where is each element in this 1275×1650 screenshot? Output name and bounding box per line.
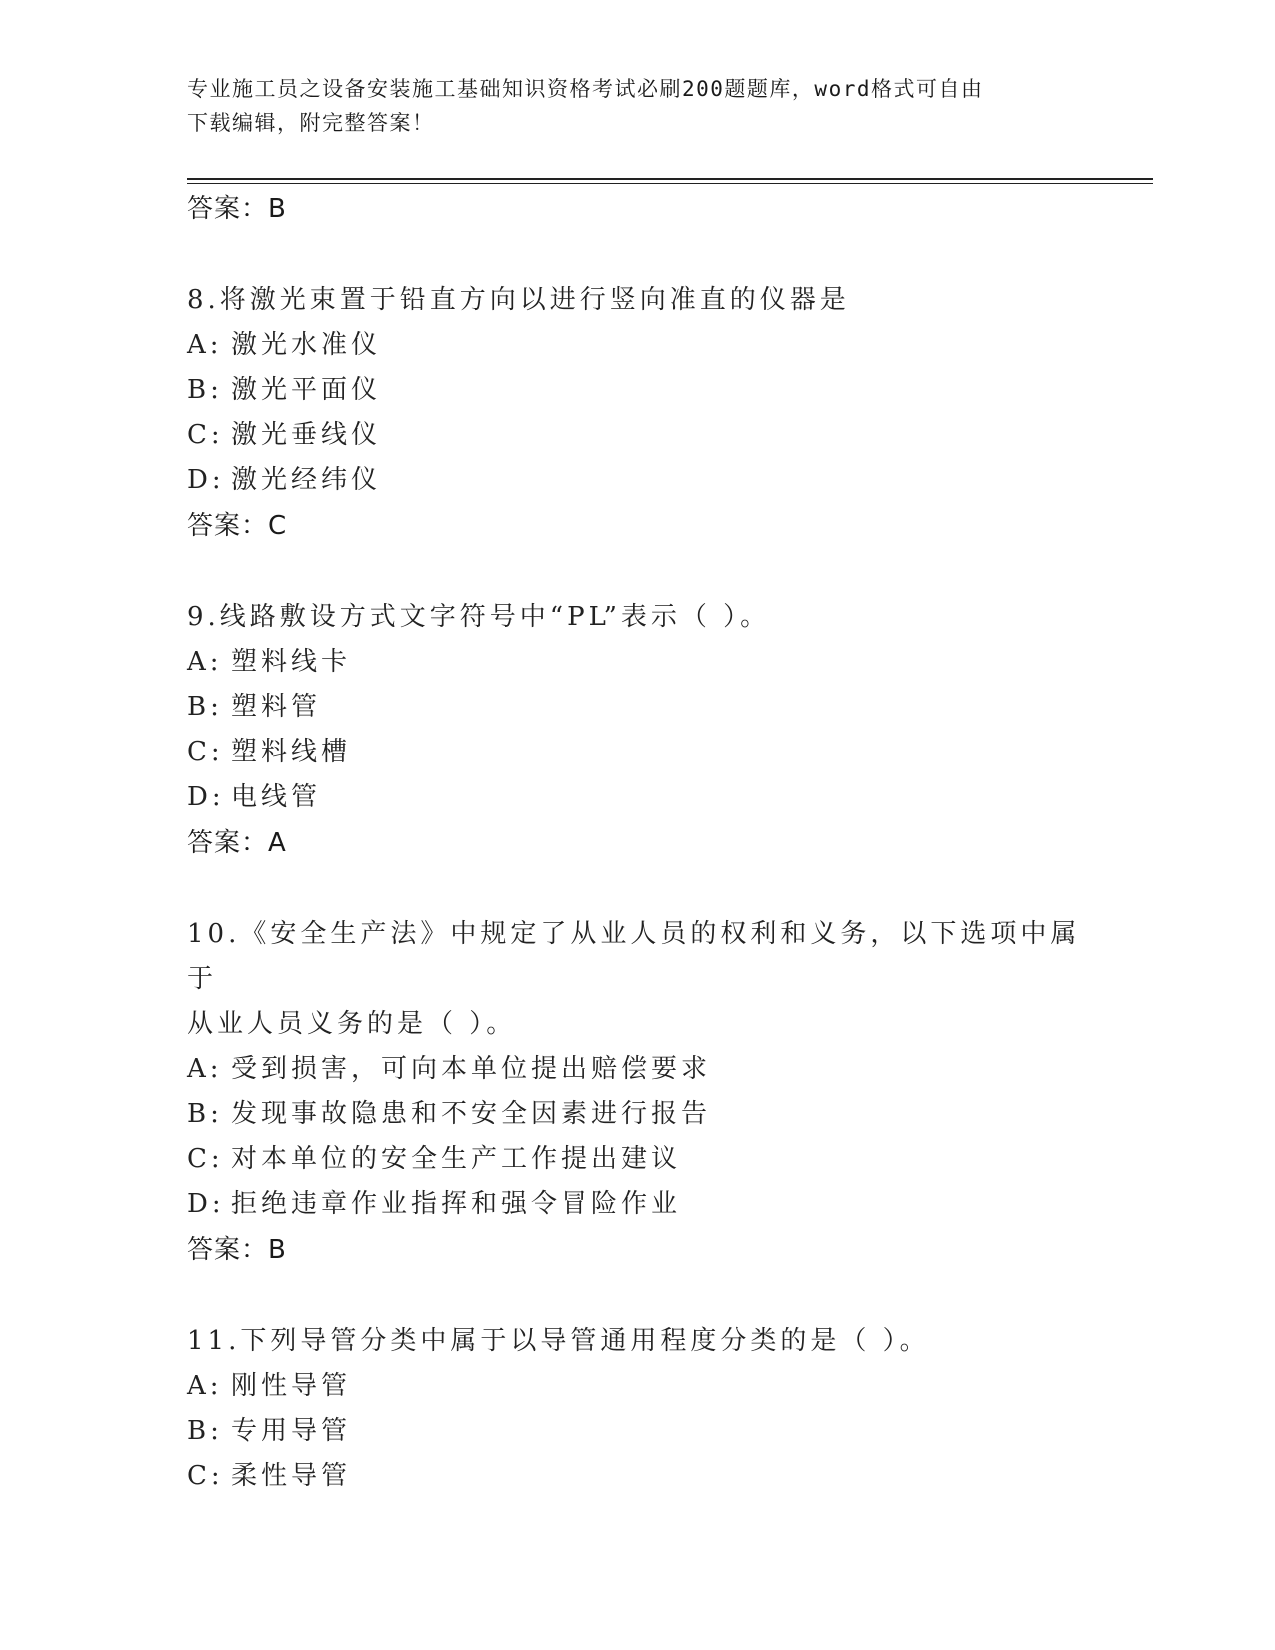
option-b (187, 368, 1107, 413)
answer: 答案：C (187, 511, 288, 541)
option-c (187, 1454, 1107, 1499)
option-letter: A: (187, 1371, 223, 1401)
option-letter: A: (187, 647, 223, 677)
option-text: 塑料管 (231, 692, 322, 722)
option-text: 刚性导管 (231, 1371, 352, 1401)
question-10 (187, 912, 1107, 1273)
option-letter: B: (187, 1416, 223, 1446)
spacer (187, 1273, 1107, 1319)
option-letter: C: (187, 1144, 224, 1174)
question-stem: 11.下列导管分类中属于以导管通用程度分类的是（ ）。 (187, 1326, 930, 1356)
option-letter: C: (187, 420, 224, 450)
header-rule-thin (187, 183, 1153, 184)
document-header (187, 72, 1067, 140)
option-letter: D: (187, 782, 225, 812)
option-a (187, 1364, 1107, 1409)
previous-answer: 答案：B (187, 194, 287, 224)
option-text: 激光平面仪 (231, 375, 382, 405)
header-rule-thick (187, 178, 1153, 180)
option-text: 塑料线槽 (231, 737, 352, 767)
header-line-1: 专业施工员之设备安装施工基础知识资格考试必刷200题题库，word格式可自由 (187, 77, 984, 101)
option-letter: B: (187, 1099, 223, 1129)
option-text: 塑料线卡 (231, 647, 352, 677)
option-letter: D: (187, 465, 225, 495)
option-text: 电线管 (231, 782, 322, 812)
header-line-2: 下载编辑，附完整答案！ (187, 111, 435, 135)
spacer (187, 549, 1107, 595)
answer: 答案：B (187, 1235, 287, 1265)
question-11 (187, 1319, 1107, 1499)
option-letter: B: (187, 692, 223, 722)
option-c (187, 730, 1107, 775)
question-9 (187, 595, 1107, 866)
option-letter: D: (187, 1189, 225, 1219)
option-a (187, 640, 1107, 685)
option-text: 受到损害，可向本单位提出赔偿要求 (231, 1054, 712, 1084)
answer: 答案：A (187, 828, 287, 858)
option-text: 拒绝违章作业指挥和强令冒险作业 (231, 1189, 682, 1219)
question-stem: 8.将激光束置于铅直方向以进行竖向准直的仪器是 (187, 285, 850, 315)
option-d (187, 1182, 1107, 1227)
option-letter: A: (187, 1054, 223, 1084)
option-b (187, 1092, 1107, 1137)
option-text: 激光垂线仪 (231, 420, 382, 450)
option-letter: C: (187, 1461, 224, 1491)
question-list (187, 186, 1107, 1499)
option-text: 激光经纬仪 (231, 465, 382, 495)
option-letter: C: (187, 737, 224, 767)
option-text: 激光水准仪 (231, 330, 382, 360)
spacer (187, 866, 1107, 912)
option-letter: B: (187, 375, 223, 405)
option-a (187, 323, 1107, 368)
question-stem-continued: 从业人员义务的是（ ）。 (187, 1009, 517, 1039)
option-c (187, 413, 1107, 458)
option-text: 柔性导管 (231, 1461, 352, 1491)
question-8 (187, 278, 1107, 549)
option-a (187, 1047, 1107, 1092)
option-text: 专用导管 (231, 1416, 352, 1446)
option-letter: A: (187, 330, 223, 360)
question-stem: 9.线路敷设方式文字符号中“PL”表示（ ）。 (187, 602, 771, 632)
option-b (187, 685, 1107, 730)
option-text: 对本单位的安全生产工作提出建议 (231, 1144, 682, 1174)
question-stem: 10.《安全生产法》中规定了从业人员的权利和义务，以下选项中属于 (187, 919, 1081, 994)
option-d (187, 775, 1107, 820)
option-b (187, 1409, 1107, 1454)
spacer (187, 232, 1107, 278)
option-text: 发现事故隐患和不安全因素进行报告 (231, 1099, 712, 1129)
option-c (187, 1137, 1107, 1182)
option-d (187, 458, 1107, 503)
